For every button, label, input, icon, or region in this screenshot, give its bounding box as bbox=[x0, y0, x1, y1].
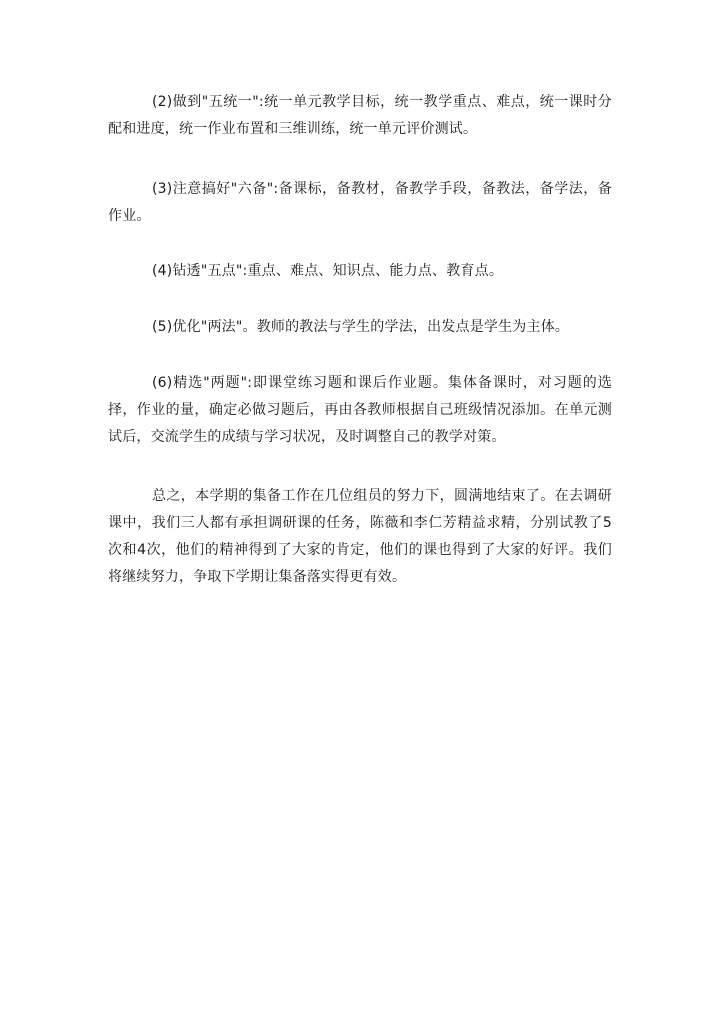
paragraph-five-points: (4)钻透"五点":重点、难点、知识点、能力点、教育点。 bbox=[152, 263, 504, 279]
paragraph-summary: 总之，本学期的集备工作在几位组员的努力下，圆满地结束了。在去调研课中，我们三人都有承担调研课的任务，陈薇和李仁芳精益求精，分别试教了5次和4次，他们的精神得到了大家的肯定，他们的课也得到了大家的好评。我们将继续努力，争取下学期让集备落实得更有效。 bbox=[108, 488, 612, 585]
paragraph-six-preparations: (3)注意搞好"六备":备课标，备教材，备教学手段，备教法，备学法，备作业。 bbox=[108, 181, 612, 224]
paragraph-two-methods: (5)优化"两法"。教师的教法与学生的学法，出发点是学生为主体。 bbox=[152, 319, 570, 335]
paragraph-five-unifications: (2)做到"五统一":统一单元教学目标，统一教学重点、难点，统一课时分配和进度，统一作业布置和三维训练，统一单元评价测试。 bbox=[108, 94, 612, 137]
paragraph-two-exercises: (6)精选"两题":即课堂练习题和课后作业题。集体备课时，对习题的选择，作业的量，确定必做习题后，再由各教师根据自己班级情况添加。在单元测试后，交流学生的成绩与学习状况，及时调整自己的教学对策。 bbox=[108, 375, 612, 445]
